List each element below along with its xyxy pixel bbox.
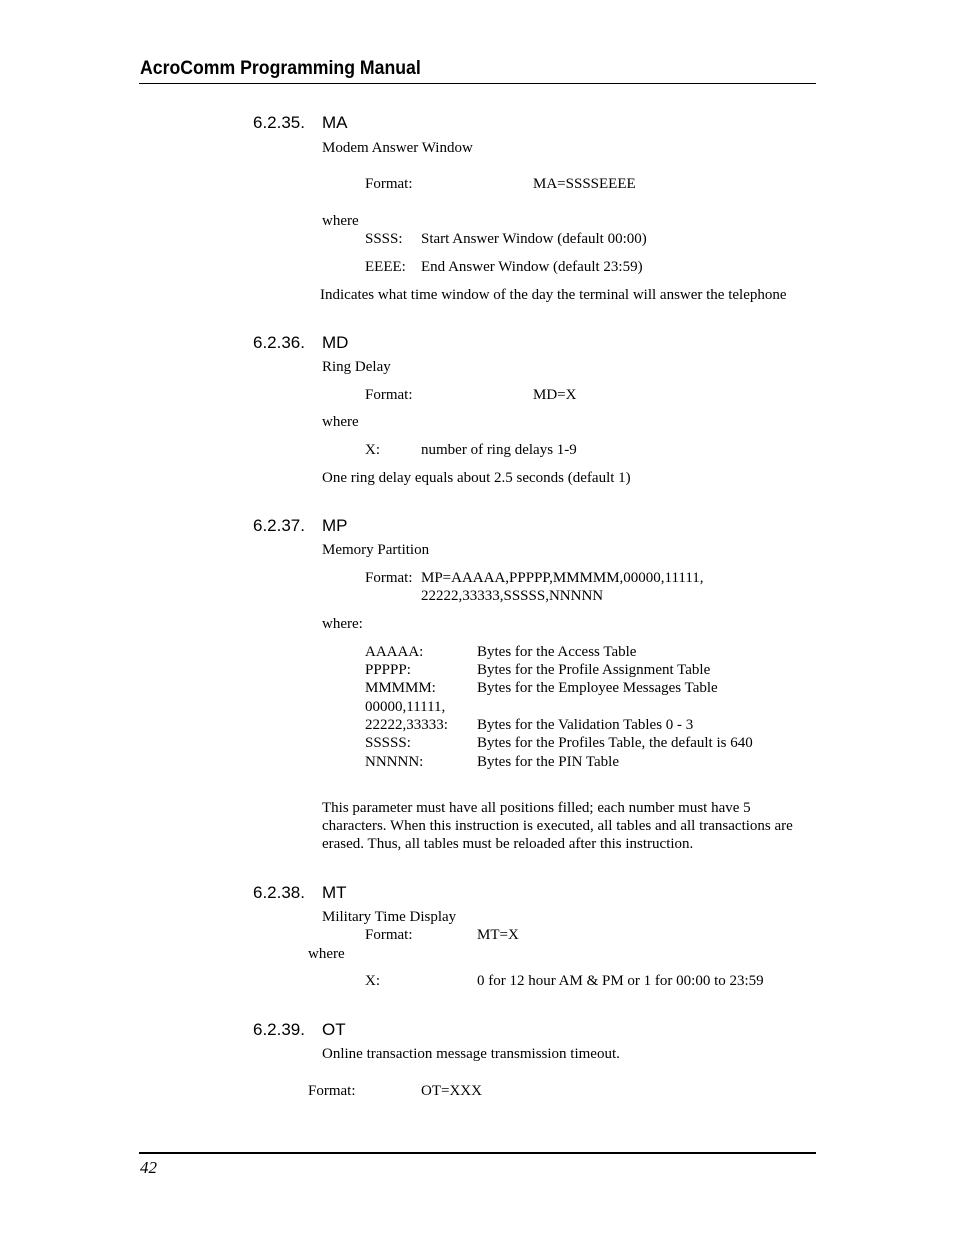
- param-value: Bytes for the PIN Table: [477, 754, 619, 770]
- section-code: MP: [322, 516, 348, 535]
- where-label: where: [308, 946, 345, 962]
- format-value: MT=X: [477, 927, 519, 943]
- param-value: Bytes for the Employee Messages Table: [477, 680, 718, 696]
- param-key: NNNNN:: [365, 754, 424, 770]
- param-value: Bytes for the Profiles Table, the default is 640: [477, 735, 753, 751]
- param-value: Bytes for the Profile Assignment Table: [477, 662, 711, 678]
- format-label: Format:: [308, 1083, 356, 1099]
- section-description: Modem Answer Window: [322, 140, 473, 156]
- section-code: MA: [322, 113, 348, 132]
- section-note-line: This parameter must have all positions filled; each number must have 5: [322, 800, 751, 816]
- footer-rule: [139, 1152, 816, 1154]
- header-rule: [139, 83, 816, 84]
- format-value: MD=X: [533, 387, 577, 403]
- section-number: 6.2.38.: [253, 883, 305, 902]
- header-title: AcroComm Programming Manual: [140, 58, 421, 79]
- param-value: End Answer Window (default 23:59): [421, 259, 643, 275]
- section-code: OT: [322, 1020, 346, 1039]
- param-value: Bytes for the Access Table: [477, 644, 637, 660]
- param-value: Bytes for the Validation Tables 0 - 3: [477, 717, 694, 733]
- format-value-line-1: MP=AAAAA,PPPPP,MMMMM,00000,11111,: [421, 570, 704, 586]
- param-key: SSSS:: [365, 231, 403, 247]
- param-value: number of ring delays 1-9: [421, 442, 577, 458]
- section-note-line: erased. Thus, all tables must be reloaded after this instruction.: [322, 836, 694, 852]
- section-note: One ring delay equals about 2.5 seconds (default 1): [322, 470, 631, 486]
- format-value: MA=SSSSEEEE: [533, 176, 636, 192]
- param-key: 00000,11111,: [365, 699, 446, 715]
- param-key: X:: [365, 973, 380, 989]
- section-note-line: characters. When this instruction is executed, all tables and all transactions are: [322, 818, 793, 834]
- param-key: X:: [365, 442, 380, 458]
- section-number: 6.2.37.: [253, 516, 305, 535]
- section-description: Ring Delay: [322, 359, 391, 375]
- where-label: where: [322, 213, 359, 229]
- section-number: 6.2.36.: [253, 333, 305, 352]
- where-label: where:: [322, 616, 363, 632]
- param-key: MMMMM:: [365, 680, 436, 696]
- param-key: AAAAA:: [365, 644, 424, 660]
- page-number: 42: [140, 1158, 157, 1177]
- format-value: OT=XXX: [421, 1083, 482, 1099]
- section-number: 6.2.35.: [253, 113, 305, 132]
- param-key: 22222,33333:: [365, 717, 448, 733]
- param-value: 0 for 12 hour AM & PM or 1 for 00:00 to 23:59: [477, 973, 764, 989]
- param-key: EEEE:: [365, 259, 406, 275]
- param-key: SSSSS:: [365, 735, 411, 751]
- param-value: Start Answer Window (default 00:00): [421, 231, 647, 247]
- section-number: 6.2.39.: [253, 1020, 305, 1039]
- section-description: Memory Partition: [322, 542, 430, 558]
- format-label: Format:: [365, 570, 413, 586]
- section-code: MD: [322, 333, 349, 352]
- format-label: Format:: [365, 176, 413, 192]
- section-note: Indicates what time window of the day the terminal will answer the telephone: [320, 287, 787, 303]
- where-label: where: [322, 414, 359, 430]
- section-description: Online transaction message transmission timeout.: [322, 1046, 620, 1062]
- param-key: PPPPP:: [365, 662, 411, 678]
- format-label: Format:: [365, 927, 413, 943]
- format-value-line-2: 22222,33333,SSSSS,NNNNN: [421, 588, 604, 604]
- format-label: Format:: [365, 387, 413, 403]
- section-description: Military Time Display: [322, 909, 457, 925]
- section-code: MT: [322, 883, 347, 902]
